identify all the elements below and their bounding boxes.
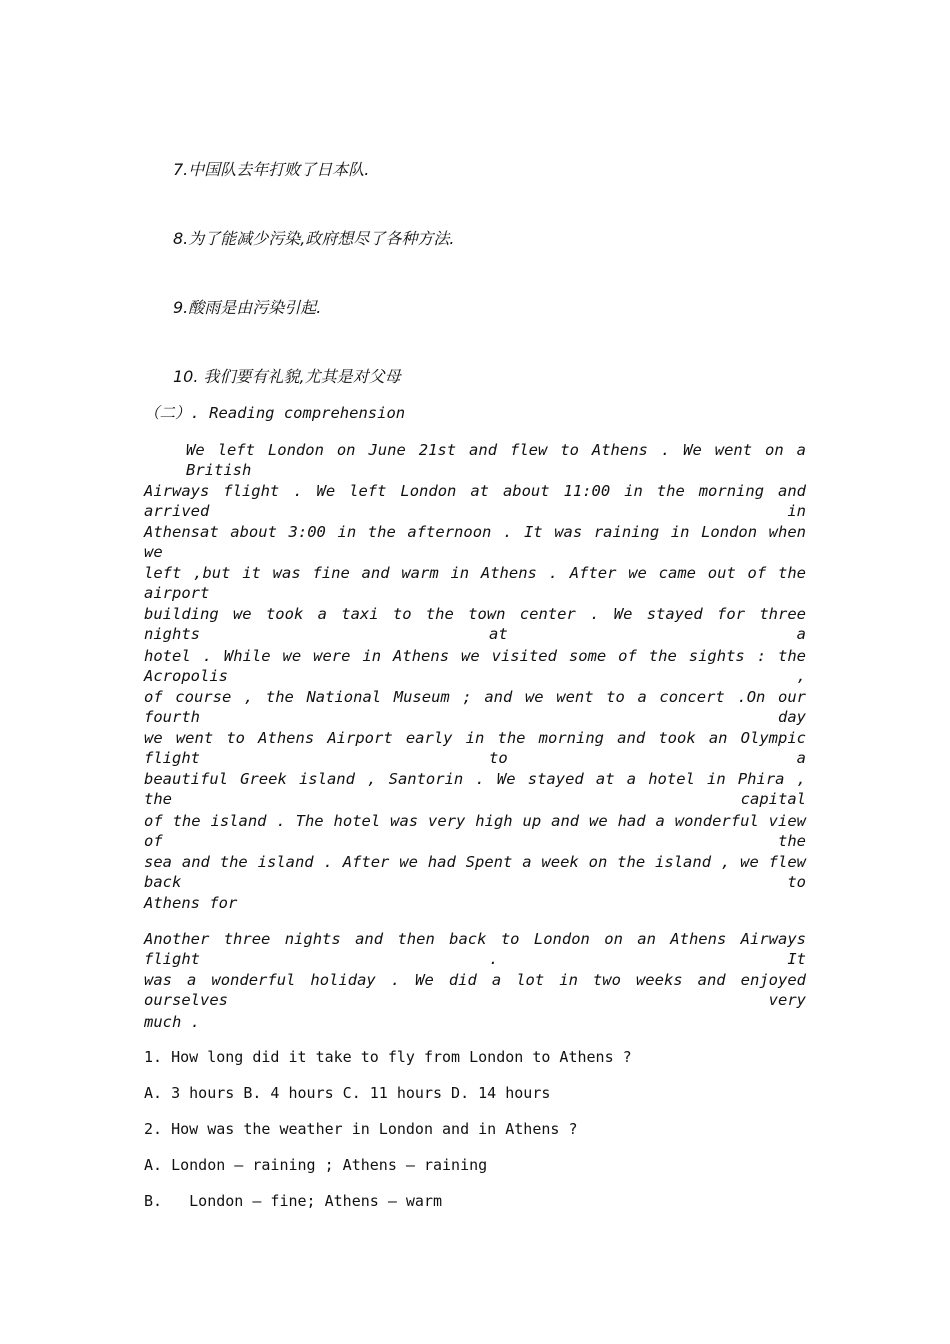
- passage-line: Another three nights and then back to London on an Athens Airways flight . It: [144, 930, 806, 968]
- translation-item-7: 7.中国队去年打败了日本队.: [173, 160, 370, 179]
- translation-item-9: 9.酸雨是由污染引起.: [173, 298, 322, 317]
- passage-line: we went to Athens Airport early in the morning and took an Olympic flight to a: [144, 729, 806, 767]
- passage-line: much .: [144, 1013, 200, 1031]
- translation-item-8: 8.为了能减少污染,政府想尽了各种方法.: [173, 229, 455, 248]
- passage-line: Athensat about 3:00 in the afternoon . It was raining in London when we: [144, 523, 806, 561]
- passage-line: Airways flight . We left London at about 11:00 in the morning and arrived in: [144, 482, 806, 520]
- passage-line: was a wonderful holiday . We did a lot in two weeks and enjoyed ourselves very: [144, 971, 806, 1009]
- translation-item-10: 10. 我们要有礼貌,尤其是对父母: [173, 367, 401, 386]
- passage-line: We left London on June 21st and flew to Athens . We went on a British: [186, 441, 806, 479]
- question-1: 1. How long did it take to fly from London to Athens ?: [144, 1048, 632, 1066]
- passage-line: beautiful Greek island , Santorin . We stayed at a hotel in Phira , the capital: [144, 770, 806, 808]
- question-2-option-b: B. London — fine; Athens — warm: [144, 1192, 443, 1210]
- section-heading: （二）. Reading comprehension: [144, 404, 406, 422]
- passage-line: building we took a taxi to the town center . We stayed for three nights at a: [144, 605, 806, 643]
- passage-line: hotel . While we were in Athens we visited some of the sights : the Acropolis ,: [144, 647, 806, 685]
- question-2: 2. How was the weather in London and in Athens ?: [144, 1120, 578, 1138]
- question-1-options: A. 3 hours B. 4 hours C. 11 hours D. 14 hours: [144, 1084, 551, 1102]
- passage-line: Athens for: [144, 894, 238, 912]
- passage-line: of the island . The hotel was very high up and we had a wonderful view of the: [144, 812, 806, 850]
- question-2-option-a: A. London — raining ; Athens — raining: [144, 1156, 488, 1174]
- passage-line: of course , the National Museum ; and we went to a concert .On our fourth day: [144, 688, 806, 726]
- passage-line: left ,but it was fine and warm in Athens . After we came out of the airport: [144, 564, 806, 602]
- passage-line: sea and the island . After we had Spent a week on the island , we flew back to: [144, 853, 806, 891]
